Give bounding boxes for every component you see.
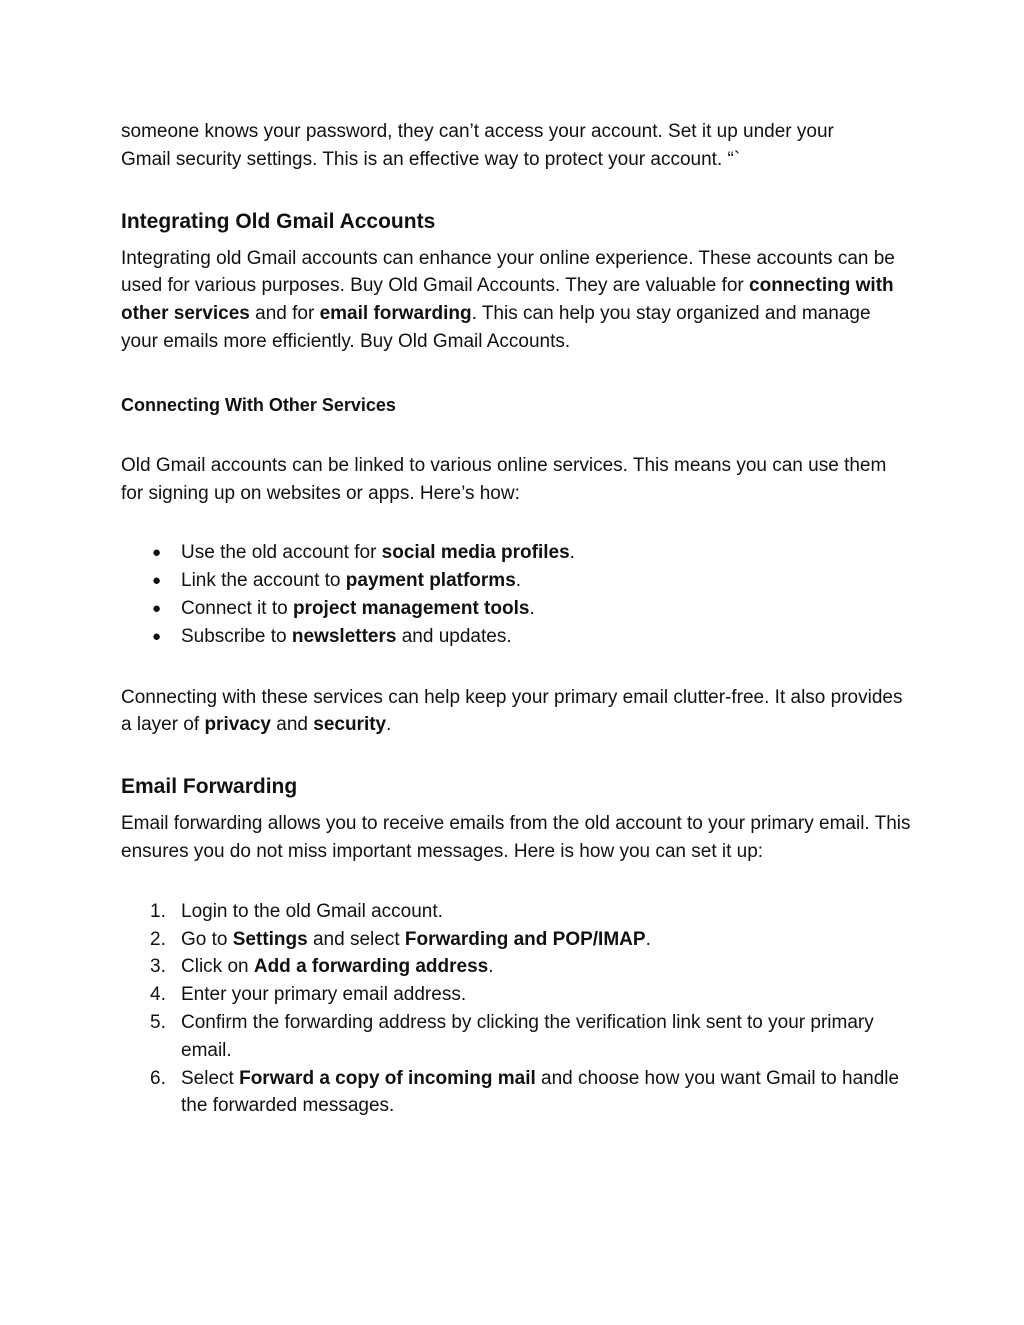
list-item [121, 539, 911, 567]
list-item [121, 926, 911, 954]
step-text-end: and choose how you want Gmail to handle the forwarded messages. [181, 1067, 900, 1117]
connecting-outro-paragraph [121, 684, 911, 740]
bullet-text-end: . [569, 542, 575, 564]
list-item [121, 595, 911, 623]
bullet-icon: ● [152, 599, 162, 617]
bullet-text: Use the old account for [181, 542, 382, 564]
step-number: 4. [150, 984, 166, 1006]
heading-connecting: Connecting With Other Services [121, 394, 396, 415]
step-text: Go to [181, 928, 233, 950]
heading-email-forwarding: Email Forwarding [121, 775, 298, 799]
integrating-bold-1: connecting with other services [121, 275, 894, 325]
step-bold: Forward a copy of incoming mail [239, 1067, 536, 1089]
bullet-text: Subscribe to [181, 625, 292, 647]
list-item [121, 953, 911, 981]
list-item [121, 981, 911, 1009]
bullet-text-end: . [515, 570, 522, 592]
bullet-icon: ● [152, 627, 162, 645]
heading-integrating: Integrating Old Gmail Accounts [121, 209, 436, 233]
integrating-paragraph [121, 245, 911, 356]
step-text: Enter your primary email address. [181, 984, 467, 1006]
bullet-text: Link the account to [181, 570, 346, 592]
intro-line-2: Gmail security settings. This is an effective way to protect your account. “` [121, 148, 741, 170]
bullet-bold: newsletters [291, 625, 397, 647]
outro-text-a: Connecting with these services can help keep your primary email clutter-free. It also provides a layer of [121, 686, 903, 736]
list-item [121, 567, 911, 595]
outro-bold-security: security [313, 714, 387, 736]
step-text: Select [181, 1067, 240, 1089]
step-number: 5. [150, 1011, 166, 1033]
step-text: Login to the old Gmail account. [181, 900, 443, 922]
list-item [121, 623, 911, 651]
step-text: Confirm the forwarding address by clicking the verification link sent to your primary email. [181, 1011, 874, 1061]
outro-bold-privacy: privacy [204, 714, 271, 736]
connecting-intro-paragraph: Old Gmail accounts can be linked to various online services. This means you can use them for signing up on websites or apps. Here’s how: [121, 454, 887, 504]
forwarding-intro-paragraph: Email forwarding allows you to receive emails from the old account to your primary email. This ensures you do not miss important messages. Here is how you can set it up: [121, 813, 911, 862]
forwarding-steps-list [121, 898, 911, 1120]
step-number: 3. [150, 956, 166, 978]
integrating-text-b: and for [249, 303, 320, 325]
step-bold: Add a forwarding address [253, 956, 489, 978]
integrating-text-a: Integrating old Gmail accounts can enhance your online experience. These accounts can be used for various purposes. Buy Old Gmail Accounts. They are valuable for [121, 247, 895, 297]
list-item [121, 1009, 911, 1065]
bullet-text-end: and updates. [396, 625, 512, 647]
intro-line-1: someone knows your password, they can’t access your account. Set it up under your [121, 121, 834, 142]
step-number: 6. [150, 1067, 166, 1089]
step-bold-2: Forwarding and POP/IMAP [404, 928, 646, 950]
list-item [121, 1065, 911, 1121]
step-text-mid: and select [307, 928, 405, 950]
outro-text-d: . [386, 714, 392, 736]
document-page [121, 118, 911, 1120]
step-number: 2. [150, 928, 166, 950]
step-text-end: . [488, 956, 494, 978]
step-bold: Settings [232, 928, 308, 950]
bullet-icon: ● [152, 572, 162, 590]
bullet-bold: payment platforms [345, 570, 516, 592]
bullet-bold: social media profiles [381, 542, 570, 564]
bullet-bold: project management tools [292, 597, 530, 619]
intro-paragraph [121, 118, 911, 174]
bullet-icon: ● [152, 544, 162, 562]
step-text: Click on [181, 956, 254, 978]
integrating-bold-2: email forwarding [319, 303, 472, 325]
bullet-text: Connect it to [181, 597, 293, 619]
step-number: 1. [150, 900, 166, 922]
outro-text-c: and [270, 714, 314, 736]
step-text-end: . [645, 928, 651, 950]
list-item [121, 898, 911, 926]
connecting-bullet-list [121, 539, 911, 650]
integrating-text-c: . This can help you stay organized and manage your emails more efficiently. Buy Old Gmail Accounts. [121, 303, 871, 352]
bullet-text-end: . [529, 597, 535, 619]
